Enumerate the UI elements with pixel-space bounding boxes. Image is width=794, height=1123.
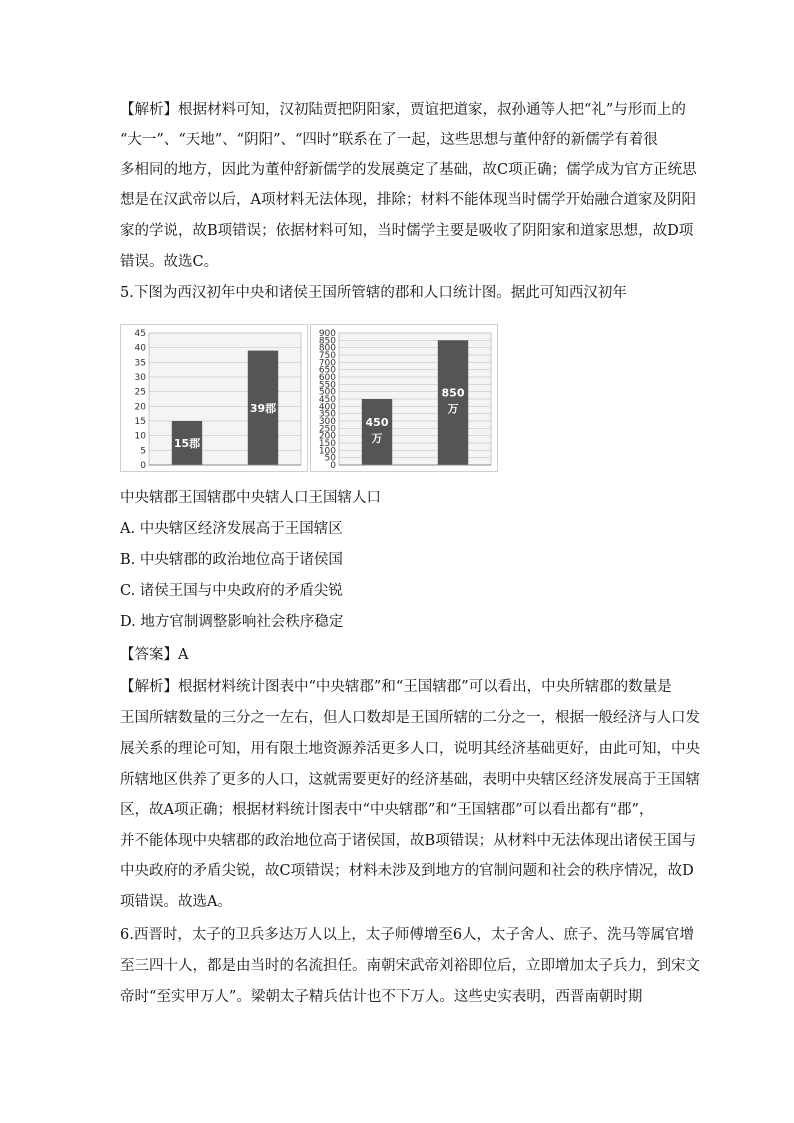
- chart1-ytick-label: 45: [134, 329, 146, 339]
- chart2-ytick-label: 150: [318, 439, 336, 449]
- analysis-q4-line-6: 错误。故选C。: [120, 254, 219, 270]
- chart2-data-label: 450: [365, 416, 389, 429]
- analysis-q5-line-4: 所辖地区供养了更多的人口，这就需要更好的经济基础，表明中央辖区经济发展高于王国辖: [120, 772, 700, 788]
- option-c: C. 诸侯王国与中央政府的矛盾尖锐: [120, 583, 343, 599]
- option-a: A. 中央辖区经济发展高于王国辖区: [120, 521, 343, 537]
- chart1-ytick-label: 10: [134, 431, 146, 442]
- chart2-ytick-label: 650: [318, 365, 336, 376]
- question-6-line-2: 至三四十人，都是由当时的名流担任。南朝宋武帝刘裕即位后，立即增加太子兵力，到宋文: [120, 958, 700, 974]
- analysis-q4-line-3: 多相同的地方，因此为董仲舒新儒学的发展奠定了基础，故C项正确；儒学成为官方正统思: [120, 162, 697, 178]
- analysis-q4-line-2: “大一”、“天地”、“阴阳”、“四时”联系在了一起，这些思想与董仲舒的新儒学有着很: [120, 132, 658, 148]
- chart2-data-label: 万: [371, 432, 383, 445]
- analysis-q5-line-8: 项错误。故选A。: [120, 894, 232, 910]
- chart2-ytick-label: 100: [318, 446, 336, 457]
- question-6-line-1: 6.西晋时，太子的卫兵多达万人以上，太子师傅增至6人，太子舍人、庶子、洗马等属官增: [120, 927, 695, 943]
- chart1-ytick-label: 0: [140, 461, 146, 471]
- chart2-ytick-label: 750: [318, 351, 336, 361]
- answer-q5: 【答案】A: [120, 647, 189, 663]
- analysis-q4-line-1: 【解析】根据材料可知，汉初陆贾把阴阳家，贾谊把道家，叔孙通等人把“礼”与形而上的: [120, 102, 686, 118]
- analysis-q5-line-7: 中央政府的矛盾尖锐，故C项错误；材料未涉及到地方的官制问题和社会的秩序情况，故D: [120, 863, 694, 879]
- analysis-q5-line-6: 并不能体现中央辖郡的政治地位高于诸侯国，故B项错误；从材料中无法体现出诸侯王国与: [120, 833, 697, 849]
- option-b: B. 中央辖郡的政治地位高于诸侯国: [120, 552, 343, 568]
- chart2-ytick-label: 350: [318, 409, 336, 420]
- chart1-ytick-label: 40: [134, 343, 146, 354]
- chart2-ytick-label: 250: [318, 424, 336, 435]
- chart2-ytick-label: 400: [318, 402, 336, 413]
- chart-caption: 中央辖郡王国辖郡中央辖人口王国辖人口: [120, 490, 381, 506]
- chart1-ytick-label: 20: [134, 402, 146, 413]
- chart2-data-label: 850: [441, 386, 465, 400]
- chart-population-svg: [311, 325, 497, 471]
- chart2-ytick-label: 50: [324, 453, 336, 464]
- analysis-q5-line-5: 区，故A项正确；根据材料统计图表中“中央辖郡”和“王国辖郡”可以看出都有“郡”，: [120, 802, 654, 818]
- analysis-q4-line-5: 家的学说，故B项错误；依据材料可知，当时儒学主要是吸收了阴阳家和道家思想，故D项: [120, 223, 694, 239]
- chart1-data-label: 39郡: [249, 401, 277, 415]
- chart-population: [310, 324, 498, 472]
- analysis-q5-line-3: 展关系的理论可知，用有限土地资源养活更多人口，说明其经济基础更好，由此可知，中央: [120, 741, 700, 757]
- chart-commanderies: [120, 324, 308, 472]
- chart2-ytick-label: 800: [318, 343, 336, 354]
- chart1-ytick-label: 25: [134, 387, 146, 398]
- chart1-data-label: 15郡: [173, 437, 201, 450]
- chart2-ytick-label: 700: [318, 358, 336, 369]
- chart2-ytick-label: 200: [318, 431, 336, 442]
- chart1-ytick-label: 15: [134, 417, 146, 427]
- chart2-ytick-label: 0: [330, 461, 336, 471]
- chart1-ytick-label: 30: [134, 373, 146, 383]
- chart1-ytick-label: 5: [140, 446, 146, 457]
- analysis-q5-line-2: 王国所辖数量的三分之一左右，但人口数却是王国所辖的二分之一，根据一般经济与人口发: [120, 710, 700, 726]
- chart-commanderies-svg: [121, 325, 307, 471]
- chart2-ytick-label: 450: [318, 395, 336, 405]
- chart2-data-label: 万: [447, 402, 459, 416]
- chart2-ytick-label: 300: [318, 417, 336, 427]
- analysis-q4-line-4: 想是在汉武帝以后，A项材料无法体现，排除；材料不能体现当时儒学开始融合道家及阴阳: [120, 192, 696, 208]
- chart1-ytick-label: 35: [134, 358, 146, 369]
- question-6-line-3: 帝时“至实甲万人”。梁朝太子精兵估计也不下万人。这些史实表明，西晋南朝时期: [120, 989, 643, 1005]
- chart2-ytick-label: 850: [318, 336, 336, 347]
- question-5-stem: 5.下图为西汉初年中央和诸侯王国所管辖的郡和人口统计图。据此可知西汉初年: [120, 285, 627, 301]
- chart2-ytick-label: 900: [318, 329, 336, 339]
- option-d: D. 地方官制调整影响社会秩序稳定: [120, 614, 344, 630]
- chart2-ytick-label: 600: [318, 373, 336, 383]
- chart2-ytick-label: 500: [318, 387, 336, 398]
- chart2-ytick-label: 550: [318, 380, 336, 391]
- analysis-q5-line-1: 【解析】根据材料统计图表中“中央辖郡”和“王国辖郡”可以看出，中央所辖郡的数量是: [120, 679, 672, 695]
